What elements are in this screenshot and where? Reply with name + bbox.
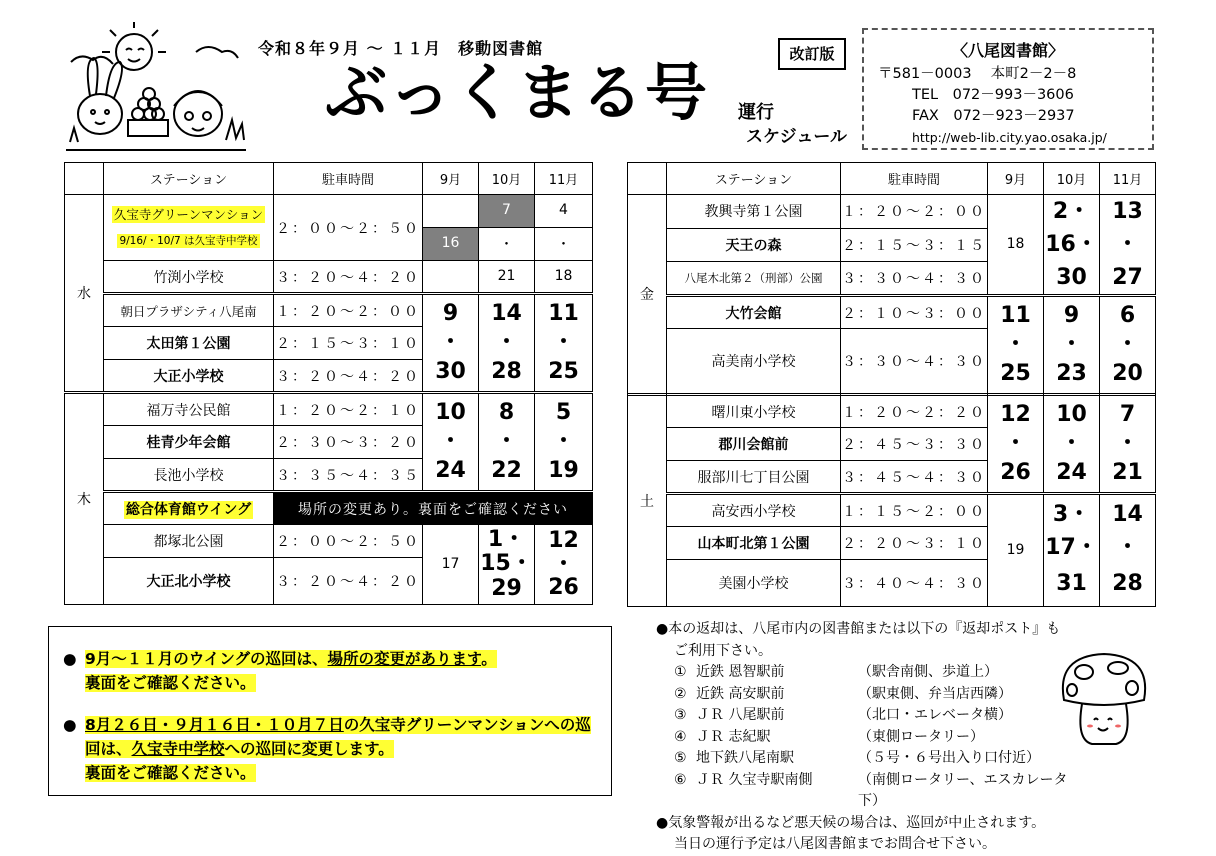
date: 30 bbox=[1056, 265, 1087, 290]
date-separator: ・ bbox=[1116, 232, 1139, 257]
oct-dates bbox=[479, 525, 535, 605]
station-note: 9/16/・10/7 は久宝寺中学校 bbox=[119, 234, 258, 247]
header-station: ステーション bbox=[104, 163, 274, 195]
date: 27 bbox=[1112, 265, 1143, 290]
parking-time: ３：２０～４：２０ bbox=[274, 261, 423, 294]
library-url[interactable]: http://web-lib.city.yao.osaka.jp/ bbox=[912, 130, 1107, 145]
nov-dates bbox=[535, 294, 593, 393]
date: 20 bbox=[1112, 361, 1143, 386]
list-where: （駅東側、弁当店西隣） bbox=[858, 685, 1012, 702]
date: 28 bbox=[1112, 570, 1143, 596]
header-oct: 10月 bbox=[479, 163, 535, 195]
date-separator: ・ bbox=[535, 228, 593, 261]
station-name: 高美南小学校 bbox=[667, 329, 841, 395]
oct-dates bbox=[479, 294, 535, 393]
date: 25 bbox=[548, 359, 579, 384]
day-thursday: 木 bbox=[65, 393, 104, 605]
weather-notice-2: 当日の運行予定は八尾図書館までお問合せ下さい。 bbox=[674, 836, 996, 852]
date: 10 bbox=[1056, 401, 1087, 427]
sep-dates bbox=[988, 296, 1044, 395]
sep-date: 18 bbox=[988, 195, 1044, 296]
date: 24 bbox=[1056, 460, 1087, 485]
station-name: 曙川東小学校 bbox=[667, 395, 841, 428]
location-change-notice: 場所の変更あり。裏面をご確認ください bbox=[274, 492, 593, 525]
list-no: ⑥ bbox=[674, 771, 687, 788]
parking-time: １：２０～２：１０ bbox=[274, 393, 423, 426]
date: 28 bbox=[491, 359, 522, 384]
sep-dates bbox=[423, 294, 479, 393]
station-name: 大正小学校 bbox=[104, 360, 274, 393]
list-no: ② bbox=[674, 685, 687, 702]
day-saturday: 土 bbox=[628, 395, 667, 607]
parking-time: ２：００～２：５０ bbox=[274, 195, 423, 261]
parking-time: １：２０～２：２０ bbox=[841, 395, 988, 428]
station-name: 福万寺公民館 bbox=[104, 393, 274, 426]
date: 1・ bbox=[487, 527, 526, 553]
revised-badge: 改訂版 bbox=[778, 38, 846, 70]
sep-date: 17 bbox=[423, 525, 479, 605]
parking-time: １：２０～２：００ bbox=[841, 195, 988, 229]
station-name bbox=[104, 492, 274, 525]
nov-date: 18 bbox=[535, 261, 593, 294]
date: 9 bbox=[1063, 302, 1080, 328]
date: 23 bbox=[1056, 361, 1087, 386]
nov-dates bbox=[1100, 494, 1156, 607]
bullet: ● bbox=[63, 716, 77, 734]
list-no: ⑤ bbox=[674, 750, 687, 766]
oct-dates bbox=[479, 393, 535, 492]
parking-time: ２：３０～３：２０ bbox=[274, 426, 423, 459]
list-where: （南側ロータリー、エスカレータ下） bbox=[858, 771, 1068, 809]
page-title: ぶっくまる号 bbox=[325, 56, 710, 129]
sep-date: 19 bbox=[988, 494, 1044, 607]
date-separator: ・ bbox=[1004, 431, 1027, 456]
station-name: 天王の森 bbox=[667, 228, 841, 262]
library-name: 〈八尾図書館〉 bbox=[951, 41, 1064, 60]
date: 19 bbox=[548, 458, 579, 483]
oct-dates bbox=[1044, 494, 1100, 607]
date: 9 bbox=[442, 300, 459, 326]
date-separator: ・ bbox=[1060, 431, 1083, 456]
library-fax: FAX 072－923－2937 bbox=[912, 108, 1075, 124]
parking-time: １：１５～２：００ bbox=[841, 494, 988, 527]
day-wednesday: 水 bbox=[65, 195, 104, 393]
header-time: 駐車時間 bbox=[274, 163, 423, 195]
header-blank bbox=[628, 163, 667, 195]
sep-date-empty bbox=[423, 261, 479, 294]
return-post-info bbox=[656, 619, 1126, 856]
date: 14 bbox=[1112, 501, 1143, 527]
weather-notice-1: ●気象警報が出るなど悪天候の場合は、巡回が中止されます。 bbox=[656, 814, 1046, 831]
return-post-list bbox=[656, 662, 1126, 813]
oct-date: 21 bbox=[479, 261, 535, 294]
notice-text: 裏面をご確認ください。 bbox=[85, 764, 256, 782]
header-blank bbox=[65, 163, 104, 195]
station-name: 美園小学校 bbox=[667, 560, 841, 607]
date-separator: ・ bbox=[1116, 332, 1139, 357]
list-place: ＪＲ 久宝寺駅南側 bbox=[696, 771, 813, 788]
station-name: 八尾木北第２（刑部）公園 bbox=[667, 262, 841, 296]
date: 8 bbox=[498, 399, 515, 425]
station-name: 大竹会館 bbox=[667, 296, 841, 329]
date: 10 bbox=[435, 399, 466, 425]
station-name: 教興寺第１公園 bbox=[667, 195, 841, 229]
date-separator: ・ bbox=[495, 429, 518, 454]
list-place: 近鉄 恩智駅前 bbox=[696, 664, 785, 680]
header-sep: 9月 bbox=[423, 163, 479, 195]
schedule-table-left bbox=[64, 162, 593, 605]
parking-time: ３：３０～４：３０ bbox=[841, 329, 988, 395]
parking-time: ２：１５～３：１０ bbox=[274, 327, 423, 360]
station-name: 大正北小学校 bbox=[104, 558, 274, 605]
header-oct: 10月 bbox=[1044, 163, 1100, 195]
list-where: （東側ロータリー） bbox=[858, 728, 984, 745]
schedule-table-right bbox=[627, 162, 1156, 607]
sep-dates bbox=[423, 393, 479, 492]
station-name: 久宝寺グリーンマンション bbox=[113, 206, 264, 222]
date: 15・ bbox=[480, 551, 533, 577]
date: 22 bbox=[491, 458, 522, 483]
nov-dates bbox=[535, 393, 593, 492]
date: 14 bbox=[491, 300, 522, 326]
nov-dates bbox=[535, 525, 593, 605]
date: 6 bbox=[1119, 302, 1136, 328]
library-address: 〒581－0003 本町2－2－8 bbox=[878, 66, 1077, 82]
date: 17・ bbox=[1045, 534, 1098, 560]
list-place: ＪＲ 志紀駅 bbox=[696, 728, 771, 745]
list-place: 近鉄 高安駅前 bbox=[696, 685, 785, 702]
station-name: 朝日プラザシティ八尾南 bbox=[104, 294, 274, 327]
title-suffix-schedule: スケジュール bbox=[746, 127, 847, 147]
date-separator: ・ bbox=[552, 551, 575, 577]
notice-text-underlined: 場所の変更があります bbox=[327, 650, 482, 668]
date: 29 bbox=[491, 575, 522, 601]
mascot-illustration bbox=[66, 22, 246, 157]
list-no: ④ bbox=[674, 728, 687, 745]
title-suffix-unko: 運行 bbox=[738, 102, 774, 123]
library-tel: TEL 072－993－3606 bbox=[912, 87, 1074, 103]
oct-date: 7 bbox=[479, 195, 535, 228]
date: 24 bbox=[435, 458, 466, 483]
station-name: 服部川七丁目公園 bbox=[667, 461, 841, 494]
date: 7 bbox=[1119, 401, 1136, 427]
library-info-box bbox=[862, 28, 1154, 150]
date-separator: ・ bbox=[1116, 431, 1139, 456]
parking-time: ２：２０～３：１０ bbox=[841, 527, 988, 560]
oct-dates bbox=[1044, 395, 1100, 494]
station-name: 長池小学校 bbox=[104, 459, 274, 492]
date: 11 bbox=[1000, 302, 1031, 328]
notice-text-underlined: 8月２６日・９月１６日・１０月７日 bbox=[85, 716, 344, 734]
returns-intro-2: ご利用下さい。 bbox=[674, 642, 772, 659]
date: 26 bbox=[548, 574, 579, 600]
date-separator: ・ bbox=[495, 330, 518, 355]
notice-box bbox=[48, 626, 612, 796]
list-no: ③ bbox=[674, 707, 687, 723]
header-time: 駐車時間 bbox=[841, 163, 988, 195]
parking-time: ３：３０～４：３０ bbox=[841, 262, 988, 296]
list-where: （駅舎南側、歩道上） bbox=[858, 664, 998, 680]
station-cell bbox=[104, 195, 274, 261]
notice-text-underlined: 久宝寺中学校 bbox=[131, 740, 225, 758]
list-place: ＪＲ 八尾駅前 bbox=[696, 707, 785, 723]
notice-text: 裏面をご確認ください。 bbox=[85, 674, 256, 692]
notice-text: 9月～１１月のウイングの巡回は、 bbox=[85, 650, 328, 668]
station-name: 高安西小学校 bbox=[667, 494, 841, 527]
date-separator: ・ bbox=[552, 429, 575, 454]
sep-date: 16 bbox=[423, 228, 479, 261]
parking-time: ２：１５～３：１５ bbox=[841, 228, 988, 262]
parking-time: ３：２０～４：２０ bbox=[274, 360, 423, 393]
list-no: ① bbox=[674, 664, 687, 680]
parking-time: ２：００～２：５０ bbox=[274, 525, 423, 558]
station-name: 都塚北公園 bbox=[104, 525, 274, 558]
date: 3・ bbox=[1052, 501, 1091, 527]
station-name-text: 総合体育館ウイング bbox=[125, 501, 252, 518]
date: 25 bbox=[1000, 361, 1031, 386]
parking-time: ３：３５～４：３５ bbox=[274, 459, 423, 492]
date: 5 bbox=[555, 399, 572, 425]
date: 12 bbox=[548, 528, 579, 554]
notice-text: 。 bbox=[481, 650, 497, 668]
station-name: 山本町北第１公園 bbox=[667, 527, 841, 560]
station-name: 郡川会館前 bbox=[667, 428, 841, 461]
notice-text: への巡回に変更します。 bbox=[224, 740, 394, 758]
notice-kyuhoji bbox=[63, 713, 597, 785]
sep-date-empty bbox=[423, 195, 479, 228]
parking-time: ３：４５～４：３０ bbox=[841, 461, 988, 494]
date-separator: ・ bbox=[552, 330, 575, 355]
sep-dates bbox=[988, 395, 1044, 494]
header-sep: 9月 bbox=[988, 163, 1044, 195]
header-nov: 11月 bbox=[535, 163, 593, 195]
date-separator: ・ bbox=[439, 330, 462, 355]
oct-dates bbox=[1044, 195, 1100, 296]
mushroom-mascot-illustration bbox=[1058, 650, 1150, 748]
notice-wing bbox=[63, 647, 597, 695]
date-separator: ・ bbox=[1116, 534, 1139, 560]
parking-time: ２：４５～３：３０ bbox=[841, 428, 988, 461]
nov-date: 4 bbox=[535, 195, 593, 228]
bullet: ● bbox=[63, 650, 77, 668]
date: 16・ bbox=[1045, 232, 1098, 257]
nov-dates bbox=[1100, 195, 1156, 296]
parking-time: ３：２０～４：２０ bbox=[274, 558, 423, 605]
date-separator: ・ bbox=[479, 228, 535, 261]
returns-intro-1: ●本の返却は、八尾市内の図書館または以下の『返却ポスト』も bbox=[656, 621, 1061, 637]
station-name: 太田第１公園 bbox=[104, 327, 274, 360]
station-name: 桂青少年会館 bbox=[104, 426, 274, 459]
nov-dates bbox=[1100, 296, 1156, 395]
notice-text: の久宝寺グリーンマンションへの巡回は、 bbox=[85, 716, 591, 758]
list-place: 地下鉄八尾南駅 bbox=[696, 750, 794, 766]
date: 30 bbox=[435, 359, 466, 384]
parking-time: ３：４０～４：３０ bbox=[841, 560, 988, 607]
period-subtitle: 令和８年９月 ～ １１月 移動図書館 bbox=[258, 39, 544, 58]
header-station: ステーション bbox=[667, 163, 841, 195]
date: 13 bbox=[1112, 199, 1143, 224]
date: 12 bbox=[1000, 401, 1031, 427]
day-friday: 金 bbox=[628, 195, 667, 395]
date: 26 bbox=[1000, 460, 1031, 485]
parking-time: ２：１０～３：００ bbox=[841, 296, 988, 329]
nov-dates bbox=[1100, 395, 1156, 494]
list-where: （北口・エレベータ横） bbox=[858, 707, 1012, 723]
oct-dates bbox=[1044, 296, 1100, 395]
date-separator: ・ bbox=[439, 429, 462, 454]
header-nov: 11月 bbox=[1100, 163, 1156, 195]
parking-time: １：２０～２：００ bbox=[274, 294, 423, 327]
date: 2・ bbox=[1052, 199, 1091, 224]
date: 21 bbox=[1112, 460, 1143, 485]
date-separator: ・ bbox=[1060, 332, 1083, 357]
date: 11 bbox=[548, 300, 579, 326]
list-where: （５号・６号出入り口付近） bbox=[858, 750, 1040, 766]
station-name: 竹渕小学校 bbox=[104, 261, 274, 294]
date-separator: ・ bbox=[1004, 332, 1027, 357]
date: 31 bbox=[1056, 570, 1087, 596]
